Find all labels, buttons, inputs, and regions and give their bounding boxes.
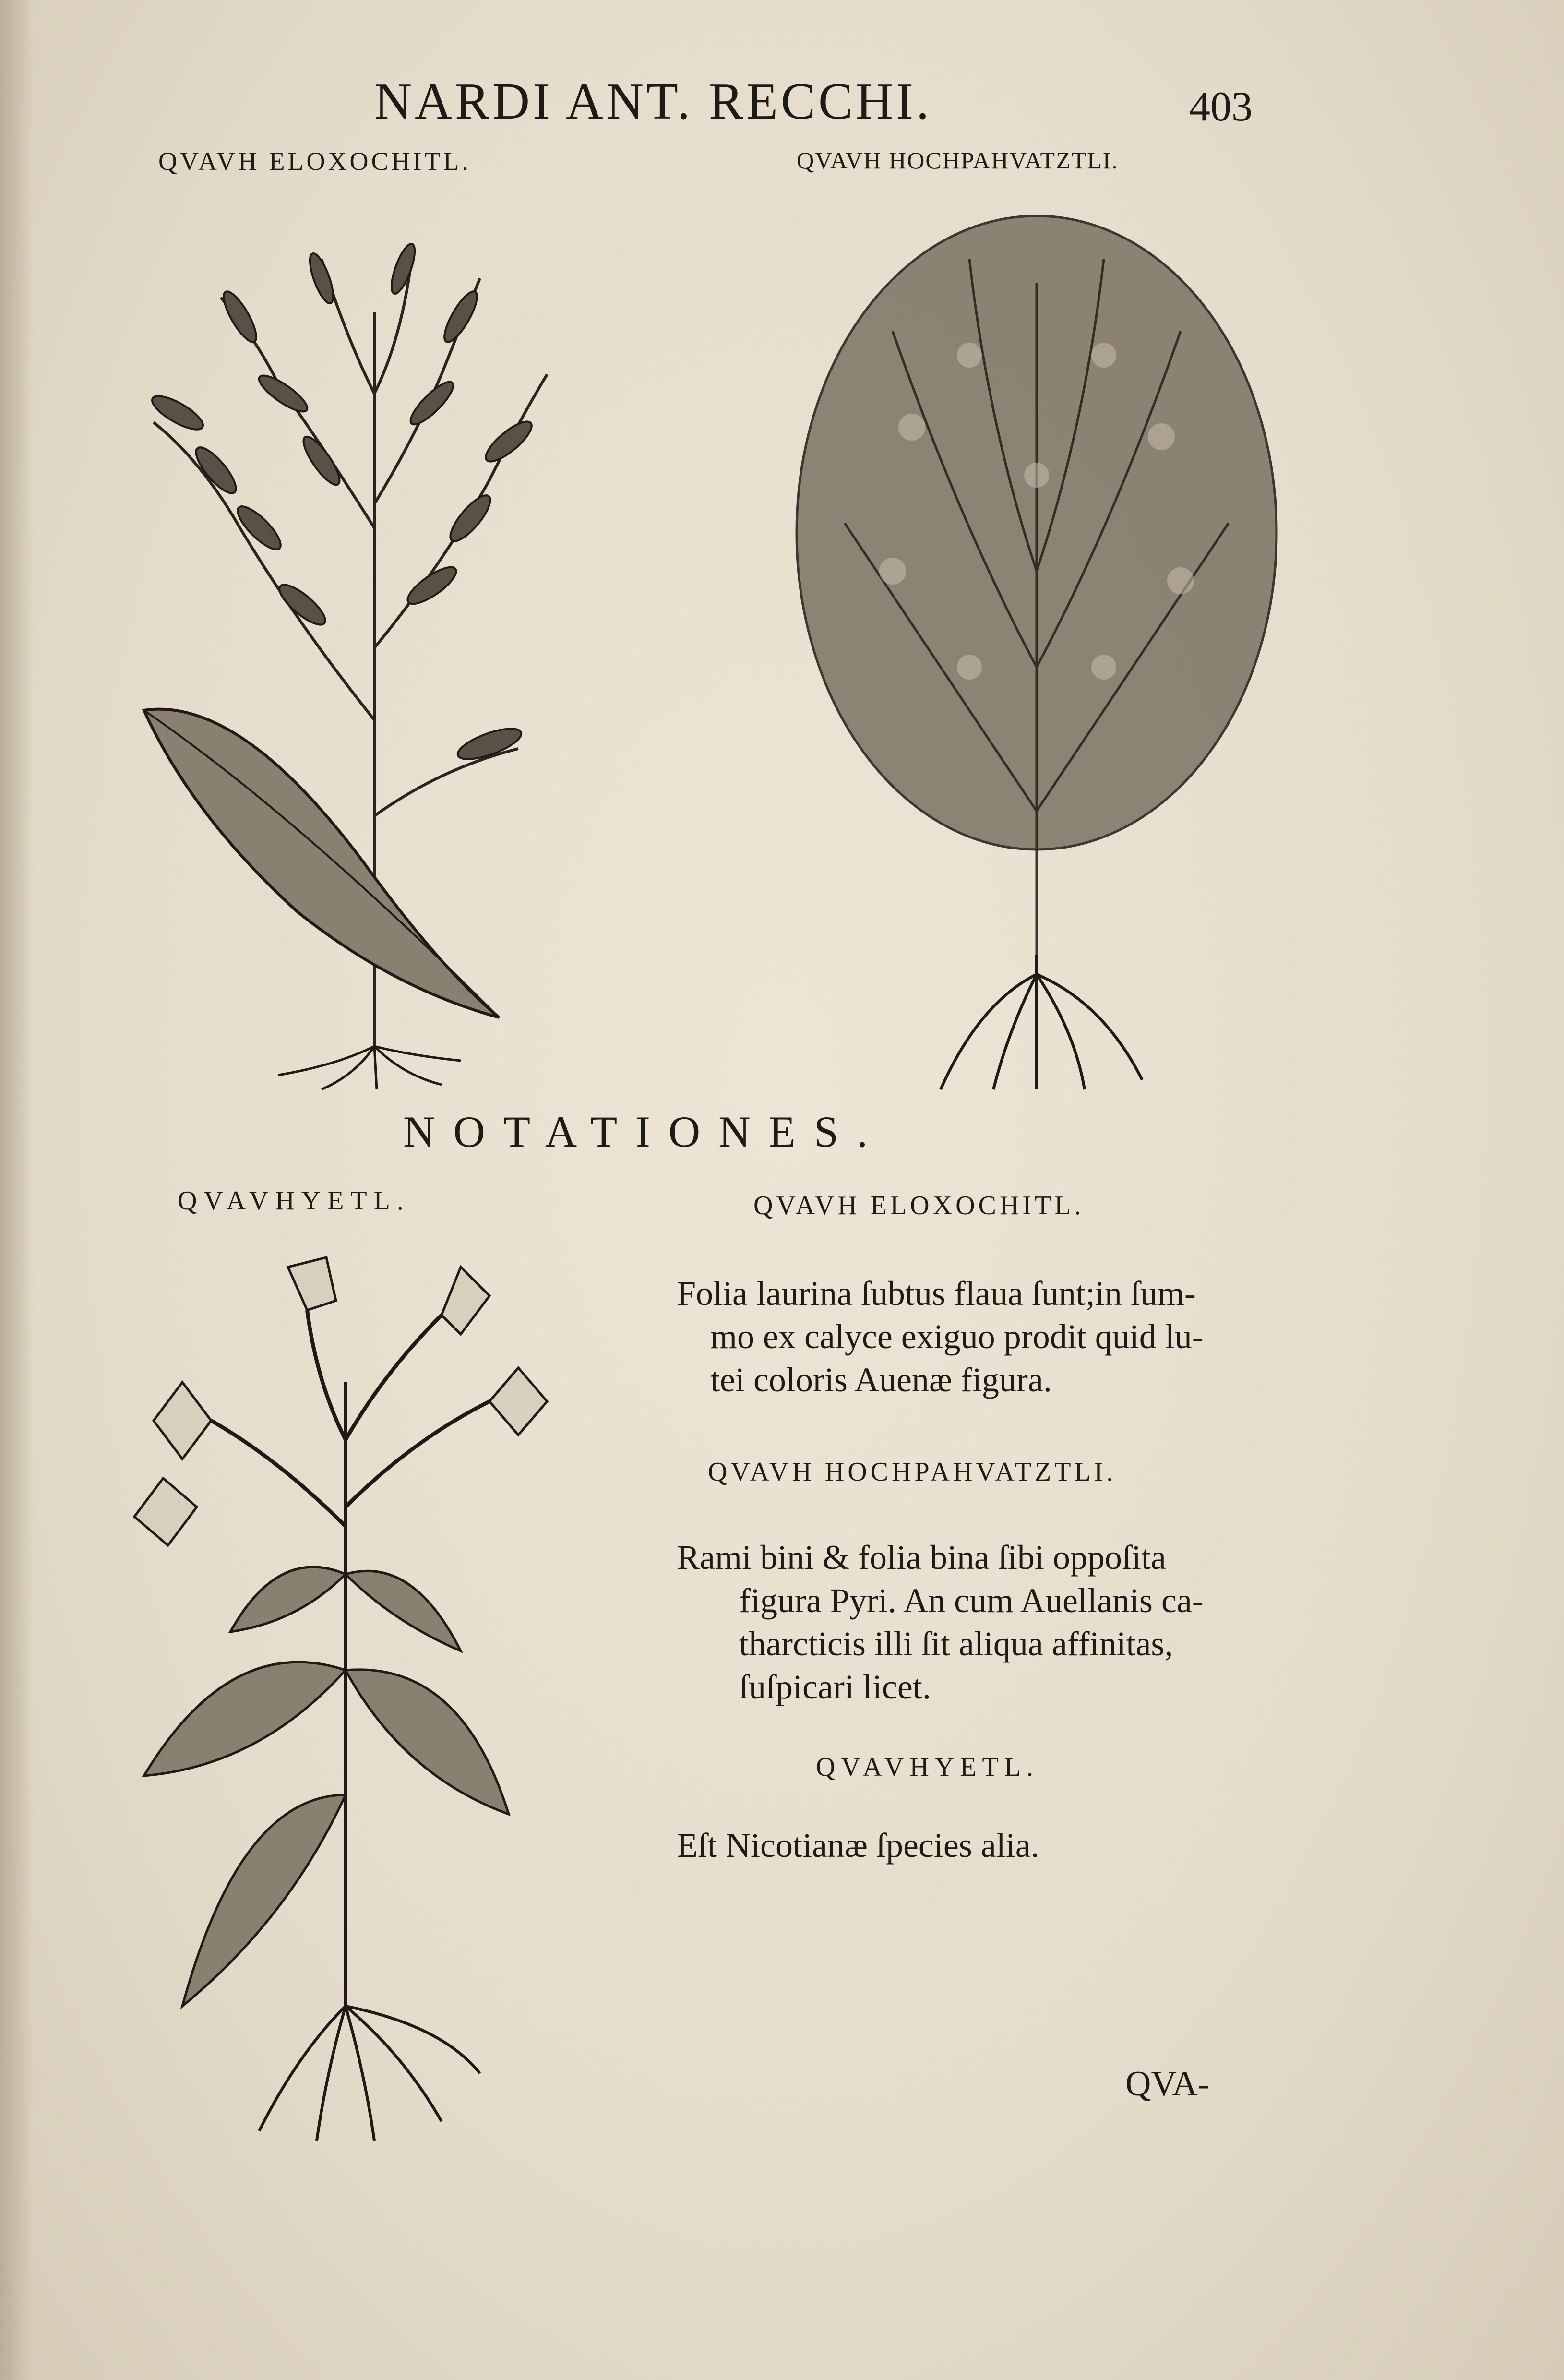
page-number: 403 [1189, 84, 1253, 130]
entry-1-line-2: mo ex calyce exiguo prodit quid lu- [710, 1317, 1204, 1356]
woodcut-quauh-eloxochitl [96, 192, 614, 1094]
woodcut-quauhyetl [96, 1238, 614, 2150]
plant-3-caption: QVAVHYETL. [178, 1186, 410, 1216]
entry-2-line-3: tharcticis illi ſit aliqua affinitas, [739, 1625, 1173, 1663]
entry-1-line-1: Folia laurina ſubtus flaua ſunt;in ſum- [677, 1274, 1196, 1313]
entry-2-line-1: Rami bini & folia bina ſibi oppoſita [677, 1538, 1166, 1577]
running-head: NARDI ANT. RECCHI. [374, 73, 932, 130]
entry-2-line-2: figura Pyri. An cum Auellanis ca- [739, 1581, 1204, 1620]
entry-3-text [677, 1824, 1039, 1867]
entry-1-text [677, 1272, 1204, 1401]
binding-gutter-shadow [0, 0, 34, 2380]
entry-3-line-1: Eſt Nicotianæ ſpecies alia. [677, 1826, 1039, 1865]
entry-3-heading: QVAVHYETL. [816, 1752, 1039, 1782]
entry-1-line-3: tei coloris Auenæ figura. [710, 1361, 1052, 1399]
plant-1-caption: QVAVH ELOXOCHITL. [158, 147, 471, 176]
catchword: QVA- [1125, 2064, 1210, 2104]
entry-2-text [677, 1536, 1204, 1709]
entry-1-heading: QVAVH ELOXOCHITL. [753, 1191, 1085, 1220]
entry-2-line-4: ſuſpicari licet. [739, 1668, 931, 1706]
plant-2-caption: QVAVH HOCHPAHVATZTLI. [797, 147, 1119, 174]
entry-2-heading: QVAVH HOCHPAHVATZTLI. [708, 1457, 1117, 1487]
woodcut-quauh-hochpahuatztli [768, 187, 1296, 1099]
section-title-notationes: NOTATIONES. [403, 1107, 886, 1156]
